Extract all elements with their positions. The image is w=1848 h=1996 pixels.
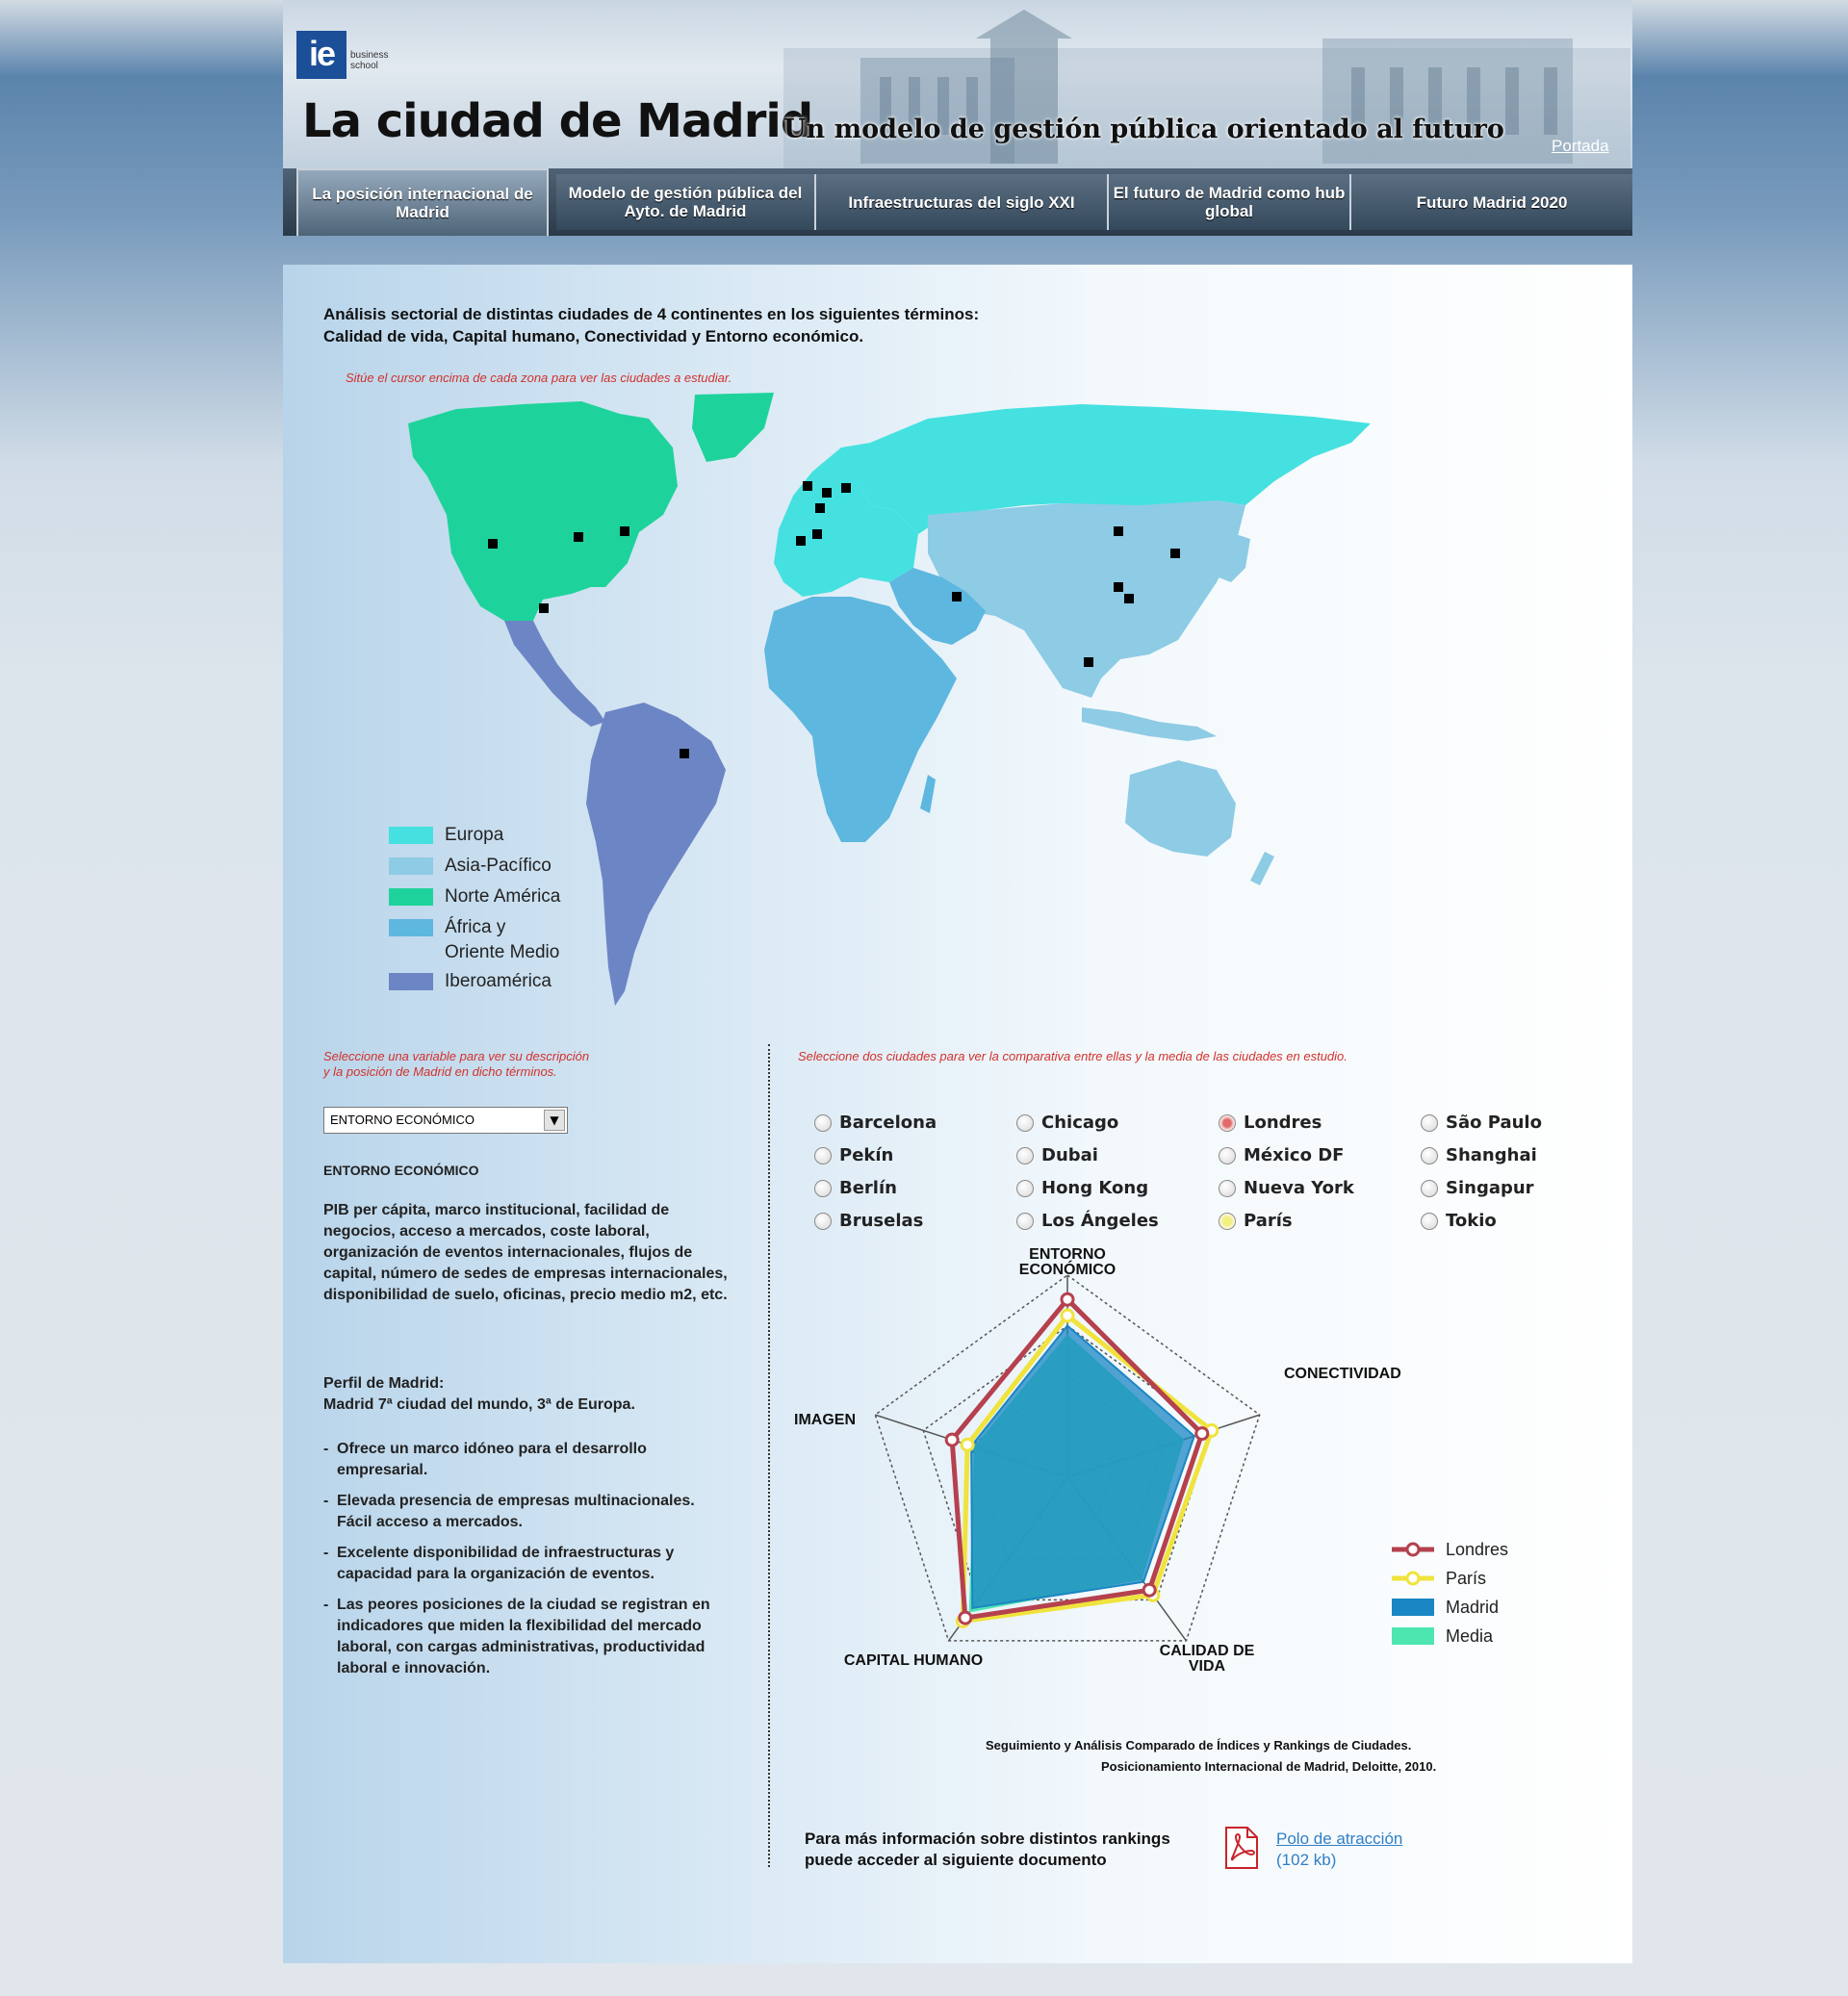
page [283,0,1632,1963]
variable-hint [323,1049,589,1080]
content-area [283,265,1632,1963]
radar-point-pars [962,1439,973,1450]
radio-button[interactable] [1016,1213,1034,1230]
city-marker-dubai[interactable] [952,592,962,601]
intro-line-1: Análisis sectorial de distintas ciudades de 4 continentes en los siguientes términos: [323,305,980,323]
legend-label-londres: Londres [1446,1540,1509,1559]
radar-axis-label: CAPITAL HUMANO [843,1652,984,1669]
city-marker-singapore[interactable] [1084,657,1093,667]
radio-label: Tokio [1446,1211,1497,1231]
map-hint: Sitúe el cursor encima de cada zona para ver las ciudades a estudiar. [346,371,732,385]
legend-label-africa-1: África y [445,917,506,937]
radio-button[interactable] [1016,1180,1034,1197]
chevron-down-icon[interactable]: ▼ [544,1110,565,1131]
profile-bullets [323,1439,728,1689]
legend-label-madrid: Madrid [1446,1598,1500,1617]
compare-hint: Seleccione dos ciudades para ver la comparativa entre ellas y la media de las ciudades en estudio. [798,1049,1348,1063]
variable-hint-1: Seleccione una variable para ver su descripción [323,1049,590,1063]
profile-bullet: - Las peores posiciones de la ciudad se registran en indicadores que miden la flexibilidad del mercado laboral, con cargas administrativas, productividad laboral e innovación. [323,1595,728,1679]
city-marker-paris[interactable] [815,503,825,513]
radio-label: Hong Kong [1041,1178,1149,1198]
radar-point-londres [1062,1293,1073,1305]
pdf-link[interactable] [1276,1829,1402,1871]
radio-label: París [1244,1211,1293,1231]
tab-futuro-2020[interactable]: Futuro Madrid 2020 [1351,174,1632,230]
tab-infraestructuras[interactable]: Infraestructuras del siglo XXI [816,174,1109,230]
city-marker-new-york[interactable] [620,526,629,536]
variable-select-value: ENTORNO ECONÓMICO [330,1113,475,1127]
radar-legend [1392,1540,1508,1646]
radar-point-londres [960,1612,971,1624]
city-marker-mexico[interactable] [539,603,549,613]
city-marker-sao-paulo[interactable] [680,749,689,758]
radio-button[interactable] [814,1147,832,1164]
legend-label-asia: Asia-Pacífico [445,856,552,876]
region-madagascar[interactable] [920,775,936,813]
radio-label: Berlín [839,1178,897,1198]
radio-label: Barcelona [839,1113,937,1133]
radio-button[interactable] [814,1180,832,1197]
radio-label: Singapur [1446,1178,1534,1198]
radio-label: São Paulo [1446,1113,1542,1133]
pdf-link-size: (102 kb) [1276,1851,1337,1869]
region-greenland[interactable] [692,393,774,462]
pdf-link-label[interactable]: Polo de atracción [1276,1830,1403,1848]
legend-marker-londres [1407,1544,1419,1555]
radio-button[interactable] [1219,1147,1236,1164]
radio-label: Londres [1244,1113,1322,1133]
more-info-line-2: puede acceder al siguiente documento [805,1851,1107,1869]
more-info-text [805,1829,1170,1871]
radar-chart [793,1246,1563,1723]
tab-futuro-hub[interactable]: El futuro de Madrid como hub global [1109,174,1351,230]
region-new-zealand[interactable] [1250,852,1274,885]
legend-label-pars: París [1446,1569,1487,1588]
radar-axis-label: ENTORNO [1029,1246,1106,1263]
ie-logo[interactable] [296,31,412,79]
legend-label-africa-2: Oriente Medio [445,942,560,962]
legend-swatch-africa [389,919,433,936]
legend-label-africa [445,915,559,965]
legend-swatch-madrid [1392,1599,1434,1616]
radio-label: México DF [1244,1145,1345,1165]
radar-point-londres [1196,1428,1208,1440]
profile-bullet: - Ofrece un marco idóneo para el desarrollo empresarial. [323,1439,728,1481]
city-marker-vancouver[interactable] [488,539,498,549]
radar-axis-label: ECONÓMICO [1018,1262,1116,1278]
variable-hint-2: y la posición de Madrid en dicho términos. [323,1064,557,1079]
intro-text [323,303,979,347]
more-info-line-1: Para más información sobre distintos rankings [805,1830,1170,1848]
legend-swatch-iberoamerica [389,973,433,990]
city-marker-london[interactable] [803,481,812,491]
variable-select[interactable] [323,1107,568,1134]
source-line-2: Posicionamiento Internacional de Madrid, Deloitte, 2010. [1101,1759,1437,1774]
radio-button-selected[interactable] [1219,1213,1236,1230]
city-marker-shanghai[interactable] [1114,582,1123,592]
radio-button[interactable] [1421,1114,1438,1132]
tab-modelo-gestion[interactable]: Modelo de gestión pública del Ayto. de Madrid [556,174,816,230]
radio-button[interactable] [1421,1147,1438,1164]
main-nav [283,168,1632,236]
radio-label: Pekín [839,1145,894,1165]
profile-text: Madrid 7ª ciudad del mundo, 3ª de Europa. [323,1396,635,1413]
legend-label-iberoamerica: Iberoamérica [445,971,552,991]
intro-line-2: Calidad de vida, Capital humano, Conectividad y Entorno económico. [323,327,864,345]
legend-label-media: Media [1446,1626,1494,1646]
legend-swatch-norte-america [389,888,433,906]
city-marker-beijing[interactable] [1114,526,1123,536]
city-marker-barcelona[interactable] [812,529,822,539]
region-asia-pacific[interactable] [928,500,1245,698]
legend-label-norte-america: Norte América [445,886,561,907]
radio-button[interactable] [814,1114,832,1132]
radio-label: Bruselas [839,1211,924,1231]
radio-label: Nueva York [1244,1178,1354,1198]
region-indonesia[interactable] [1082,707,1217,741]
legend-marker-pars [1407,1573,1419,1584]
site-subtitle: Un modelo de gestión pública orientado al futuro [783,115,1504,144]
legend-swatch-europa [389,827,433,844]
profile-title: Perfil de Madrid: [323,1375,445,1392]
source-line-1: Seguimiento y Análisis Comparado de Índices y Rankings de Ciudades. [986,1738,1412,1753]
madrid-profile [323,1373,728,1416]
radio-label: Dubai [1041,1145,1098,1165]
profile-bullet: - Excelente disponibilidad de infraestructuras y capacidad para la organización de eventos. [323,1543,728,1585]
pdf-icon[interactable] [1219,1826,1263,1870]
radio-button[interactable] [1016,1114,1034,1132]
city-marker-madrid[interactable] [796,536,806,546]
ie-logo-sub: business school [350,50,389,71]
legend-swatch-asia [389,857,433,875]
portada-link[interactable]: Portada [1552,137,1609,155]
city-marker-tokyo[interactable] [1170,549,1180,558]
radar-axis-label: VIDA [1188,1658,1226,1675]
radar-point-pars [1062,1310,1073,1321]
radar-series [946,1293,1218,1626]
radar-point-londres [1143,1584,1155,1596]
region-australia[interactable] [1125,760,1236,857]
radio-button[interactable] [1421,1180,1438,1197]
radar-axis-label: IMAGEN [794,1412,856,1428]
region-mexico-central[interactable] [504,621,605,727]
radio-label: Chicago [1041,1113,1119,1133]
variable-heading: ENTORNO ECONÓMICO [323,1163,479,1178]
radar-point-londres [946,1434,958,1446]
radar-axis-label: CALIDAD DE [1159,1643,1255,1659]
region-north-america[interactable] [408,401,678,635]
region-south-america[interactable] [586,703,726,1006]
radio-button[interactable] [1016,1147,1034,1164]
ie-logo-mark: ie [296,31,346,79]
radio-button[interactable] [814,1213,832,1230]
city-marker-chicago[interactable] [574,532,583,542]
legend-label-europa: Europa [445,825,504,845]
radar-axis-label: CONECTIVIDAD [1284,1366,1401,1382]
city-marker-hong-kong[interactable] [1124,594,1134,603]
variable-description: PIB per cápita, marco institucional, facilidad de negocios, acceso a mercados, coste laboral, organización de eventos internacionales, flujos de capital, número de sedes de empresas internacionales, disponibilidad de suelo, oficinas, precio medio m2, etc. [323,1202,728,1303]
tab-posicion-internacional[interactable]: La posición internacional de Madrid [296,168,549,236]
city-marker-berlin[interactable] [841,483,851,493]
city-marker-brussels[interactable] [822,488,832,498]
column-divider [768,1044,770,1867]
header [283,0,1632,168]
radio-label: Shanghai [1446,1145,1537,1165]
profile-bullet: - Elevada presencia de empresas multinacionales. Fácil acceso a mercados. [323,1491,728,1533]
site-title: La ciudad de Madrid [302,94,813,148]
radio-label: Los Ángeles [1041,1211,1159,1231]
legend-swatch-media [1392,1627,1434,1645]
radio-button[interactable] [1421,1213,1438,1230]
radio-button-selected[interactable] [1219,1114,1236,1132]
radio-button[interactable] [1219,1180,1236,1197]
